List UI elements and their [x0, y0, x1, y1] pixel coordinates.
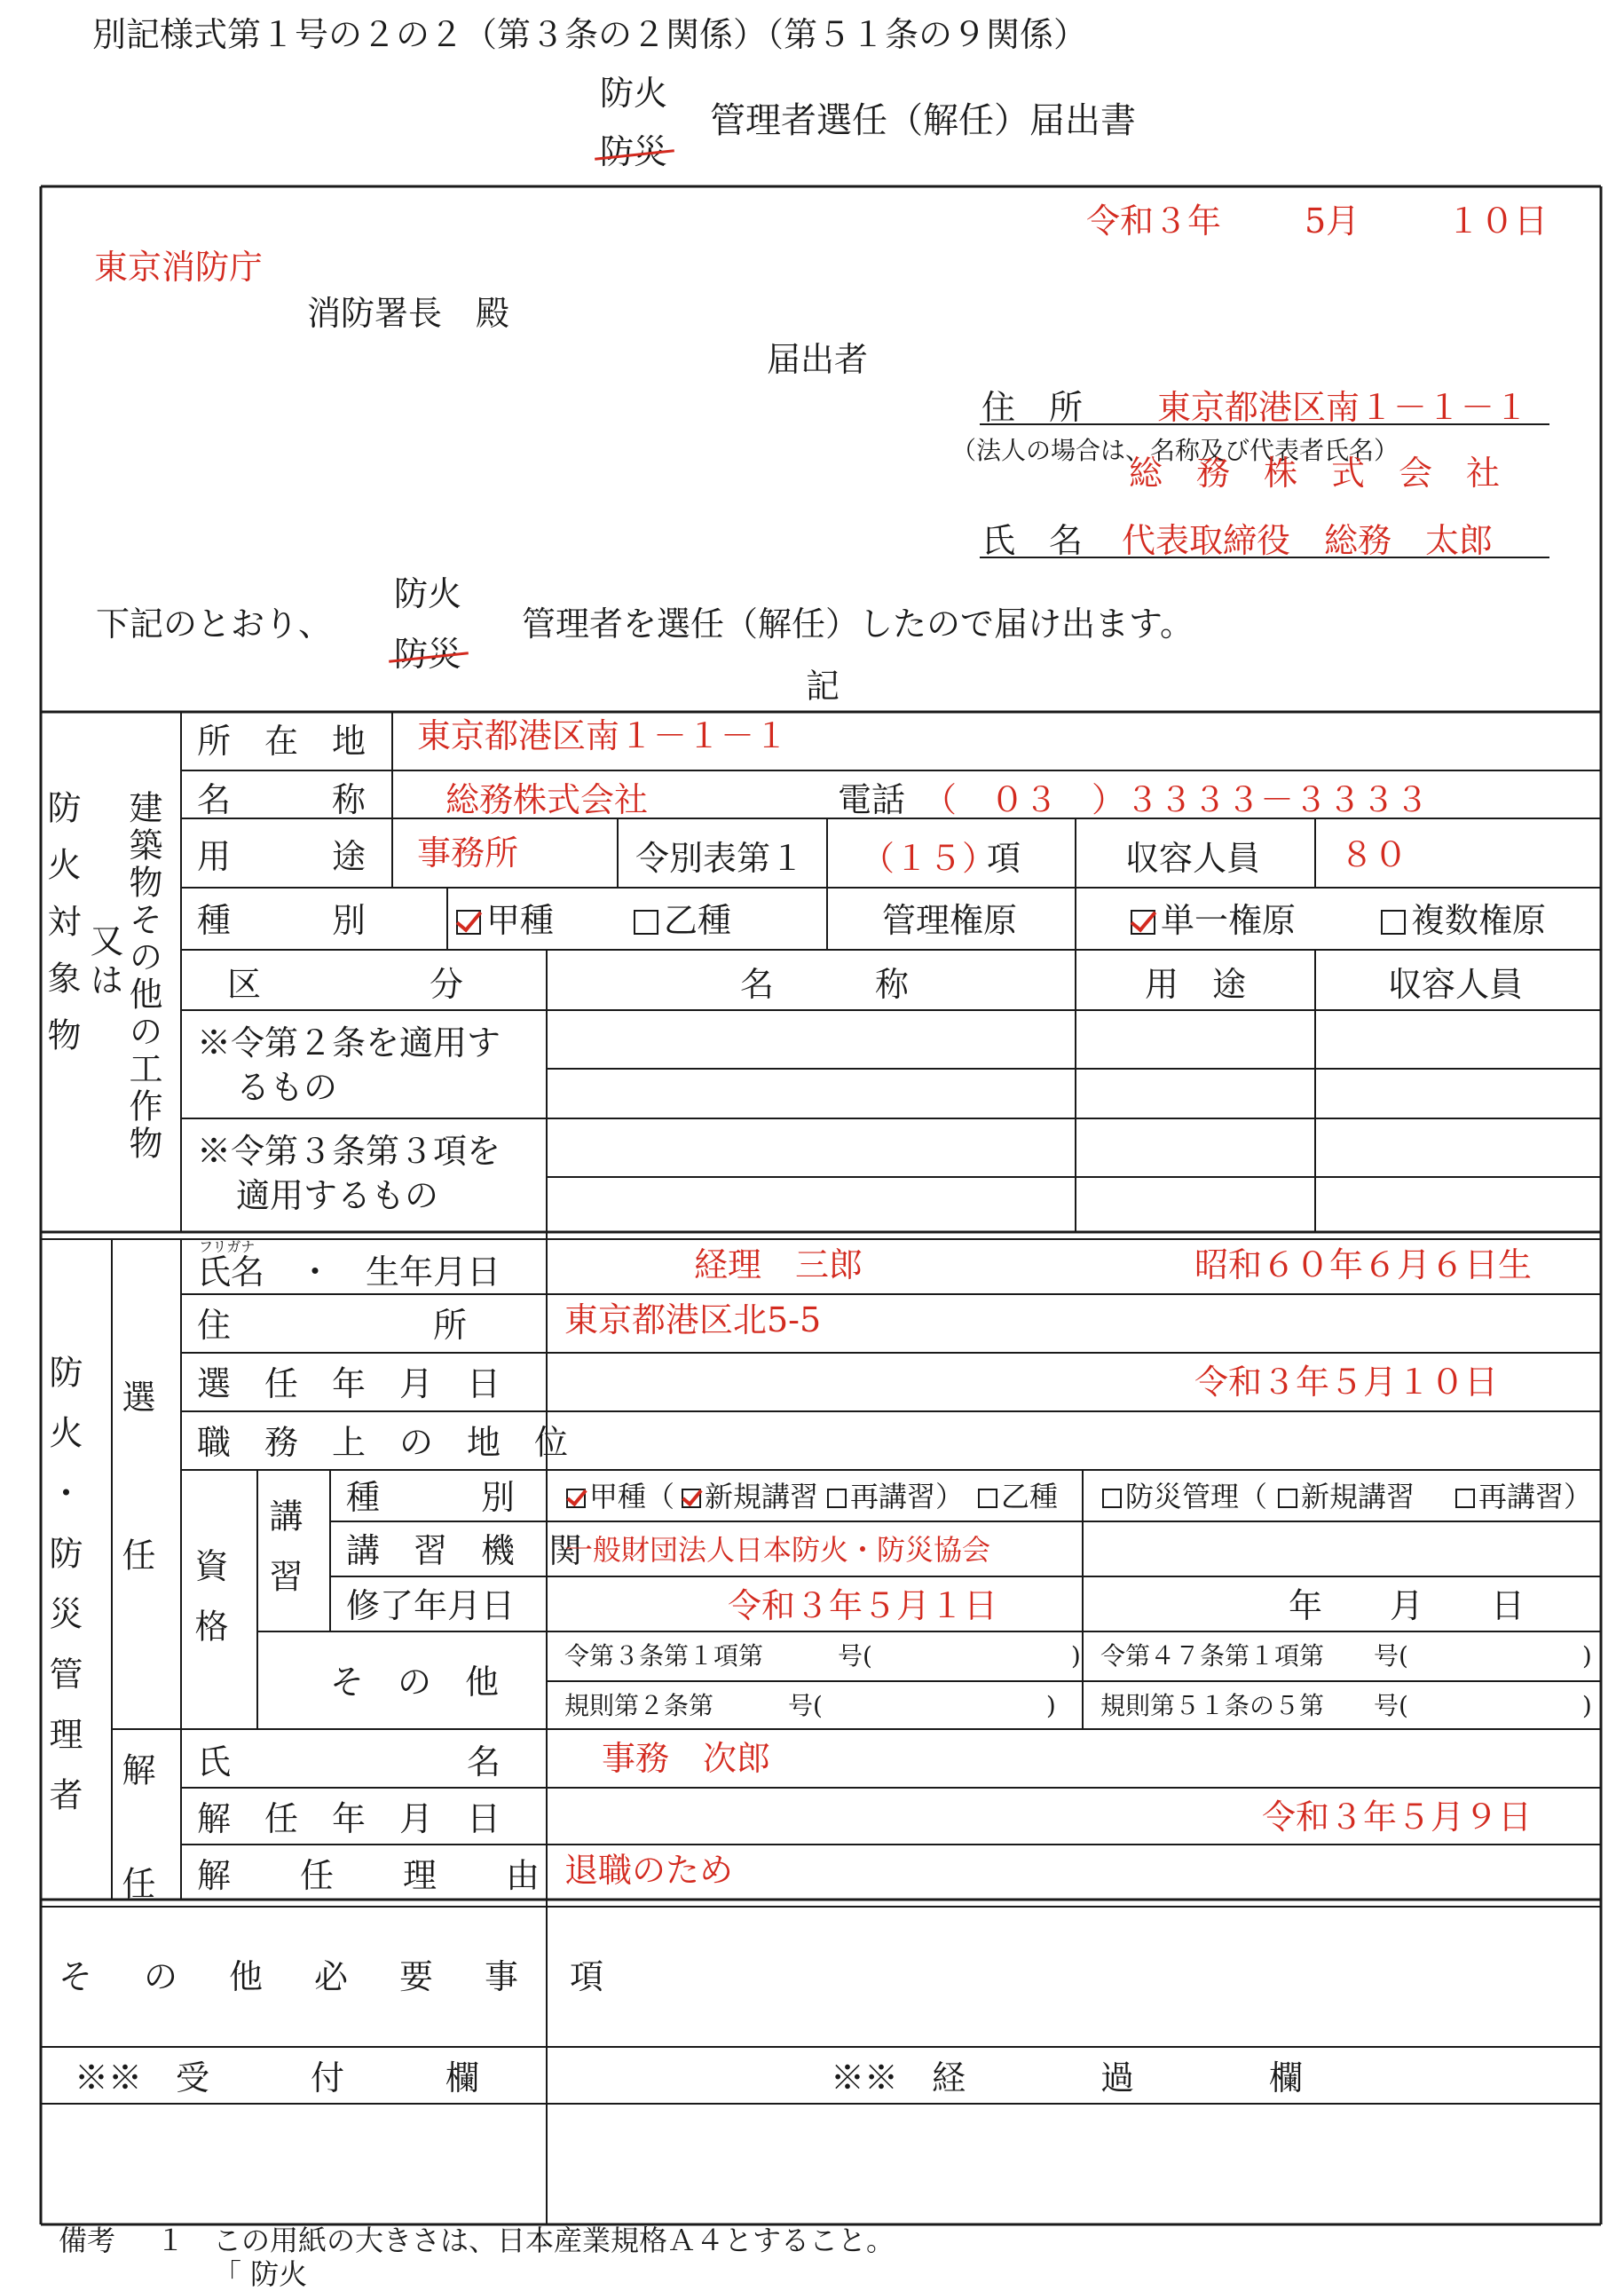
statement-suffix: 管理者を選任（解任）したので届け出ます。: [522, 604, 1194, 644]
appoint-date-value: 令和３年５月１０日: [1194, 1363, 1499, 1402]
ordinance-table-value: （１５）: [861, 839, 997, 878]
notes-label: 備考: [59, 2224, 116, 2257]
type-otsu-checkbox[interactable]: 乙種: [634, 904, 731, 937]
note-1-text: この用紙の大きさは、日本産業規格Ａ４とすること。: [213, 2224, 895, 2257]
rule2-line2: るもの: [236, 1068, 338, 1107]
progress-label: ※※ 経 過 欄: [831, 2058, 1304, 2097]
rule3-line2: 適用するもの: [236, 1176, 439, 1215]
other-qual-4: 規則第５１条の５第 号( ): [1100, 1691, 1592, 1720]
title-kind-disaster-struck: 防災: [600, 132, 668, 171]
dismiss-name-label: 氏 名: [197, 1742, 501, 1781]
title-kind-fire: 防火: [600, 74, 668, 113]
sub-capacity-header: 収容人員: [1388, 965, 1524, 1004]
applicant-address-value: 東京都港区南１－１－１: [1157, 388, 1529, 427]
dismiss-side-label: 解任: [116, 1752, 155, 1979]
qual-type-label: 種 別: [346, 1478, 516, 1517]
note-2-partial: 「 防火: [213, 2257, 308, 2291]
phone-value: （ ０３ ）３３３３－３３３３: [923, 780, 1430, 819]
other-qual-1: 令第３条第１項第 号( ): [564, 1641, 1081, 1671]
applicant-address-label: 住 所: [981, 388, 1084, 427]
dismiss-name-value: 事務 次郎: [602, 1739, 771, 1778]
other-qual-3: 規則第２条第 号( ): [564, 1691, 1056, 1720]
disaster-new-course-checkbox[interactable]: 新規講習: [1278, 1482, 1415, 1511]
corporation-name: 総 務 株 式 会 社: [1129, 454, 1501, 493]
use-value: 事務所: [417, 833, 519, 873]
ordinance-table-label: 令別表第１: [635, 839, 805, 878]
notice-date-year: 令和３年: [1086, 201, 1222, 241]
applicant-name-value: 代表取締役 総務 太郎: [1122, 521, 1494, 560]
completion-date-value: 令和３年５月１日: [728, 1586, 998, 1625]
capacity-value: ８０: [1340, 835, 1408, 874]
qual-new-course-checkbox[interactable]: 新規講習: [682, 1482, 818, 1511]
dismiss-date-label: 解 任 年 月 日: [197, 1799, 501, 1838]
other-qual-2: 令第４７条第１項第 号( ): [1100, 1641, 1592, 1671]
institution-value: 一般財団法人日本防火・防災協会: [564, 1533, 991, 1567]
type-label: 種 別: [197, 901, 367, 940]
building-name-label: 名 称: [197, 780, 367, 819]
sub-use-header: 用 途: [1145, 965, 1247, 1004]
applicant-label: 届出者: [767, 340, 869, 379]
type-kou-checkbox[interactable]: 甲種: [456, 904, 554, 937]
location-value: 東京都港区南１－１－１: [417, 716, 789, 755]
authority-single-checkbox[interactable]: 単一権原: [1131, 904, 1296, 937]
rule3-line1: ※令第３条第３項を: [197, 1132, 501, 1171]
dismiss-reason-label: 解 任 理 由: [197, 1856, 558, 1895]
target-side-sub: 建築物その他の工作物: [123, 790, 162, 1163]
course-label: 講習: [264, 1498, 303, 1619]
completion-date-blank: 年 月 日: [1289, 1586, 1525, 1625]
institution-label: 講 習 機 関: [346, 1531, 583, 1570]
manager-birth-value: 昭和６０年６月６日生: [1194, 1245, 1533, 1284]
reception-label: ※※ 受 付 欄: [75, 2058, 480, 2097]
use-label: 用 途: [197, 837, 367, 876]
phone-label: 電話: [838, 780, 906, 819]
appoint-date-label: 選 任 年 月 日: [197, 1364, 501, 1403]
notice-date-month: 5月: [1305, 201, 1360, 241]
sub-division-header: 区 分: [227, 965, 464, 1004]
manager-address-label: 住 所: [197, 1306, 468, 1345]
applicant-name-label: 氏 名: [981, 521, 1084, 560]
rule2-line1: ※令第２条を適用す: [197, 1023, 501, 1063]
other-qual-label: そ の 他: [330, 1663, 500, 1702]
authority-multi-checkbox[interactable]: 複数権原: [1381, 904, 1546, 937]
qualification-label: 資格: [189, 1548, 228, 1669]
qual-re-course-checkbox[interactable]: 再講習）: [827, 1482, 964, 1511]
manager-name-value: 経理 三郎: [694, 1245, 863, 1284]
form-number: 別記様式第１号の２の２（第３条の２関係）（第５１条の９関係）: [92, 15, 1088, 54]
location-label: 所 在 地: [197, 722, 367, 761]
note-1-number: １: [156, 2224, 185, 2257]
statement-kind-disaster-struck: 防災: [394, 635, 462, 674]
qual-kou-checkbox[interactable]: 甲種（: [566, 1482, 674, 1511]
fire-office-name: 東京消防庁: [94, 248, 264, 287]
corporation-note: （法人の場合は、名称及び代表者氏名）: [951, 436, 1399, 465]
completion-date-label: 修了年月日: [346, 1586, 516, 1625]
addressee: 消防署長 殿: [307, 294, 510, 333]
furigana-note: フリガナ: [199, 1238, 256, 1255]
statement-kind-fire: 防火: [394, 574, 462, 613]
qual-otsu-checkbox[interactable]: 乙種: [978, 1482, 1058, 1511]
statement-prefix: 下記のとおり、: [96, 604, 333, 644]
target-side-or: 又は: [84, 923, 123, 1001]
other-items-label: そ の 他 必 要 事 項: [59, 1957, 613, 1996]
ordinance-table-suffix: 項: [987, 839, 1021, 878]
disaster-re-course-checkbox[interactable]: 再講習）: [1455, 1482, 1592, 1511]
appoint-side-label: 選任: [116, 1379, 155, 1695]
manager-side-label: 防火・防災管理者: [43, 1355, 83, 1837]
capacity-label: 収容人員: [1125, 839, 1261, 878]
ki-mark: 記: [806, 667, 840, 706]
notice-date-day: １０日: [1447, 201, 1549, 241]
position-label: 職 務 上 の 地 位: [197, 1423, 569, 1462]
manager-address-value: 東京都港区北5-5: [564, 1300, 822, 1339]
building-name-value: 総務株式会社: [445, 780, 649, 819]
dismiss-reason-value: 退職のため: [564, 1851, 734, 1890]
disaster-mgmt-checkbox[interactable]: 防災管理（: [1102, 1482, 1267, 1511]
sub-name-header: 名 称: [740, 965, 910, 1004]
manager-name-label: 氏名 ・ 生年月日: [197, 1252, 501, 1292]
dismiss-date-value: 令和３年５月９日: [1262, 1797, 1533, 1837]
target-side-label: 防火対象物: [42, 790, 81, 1074]
authority-label: 管理権原: [882, 901, 1018, 940]
form-title: 管理者選任（解任）届出書: [710, 100, 1136, 141]
